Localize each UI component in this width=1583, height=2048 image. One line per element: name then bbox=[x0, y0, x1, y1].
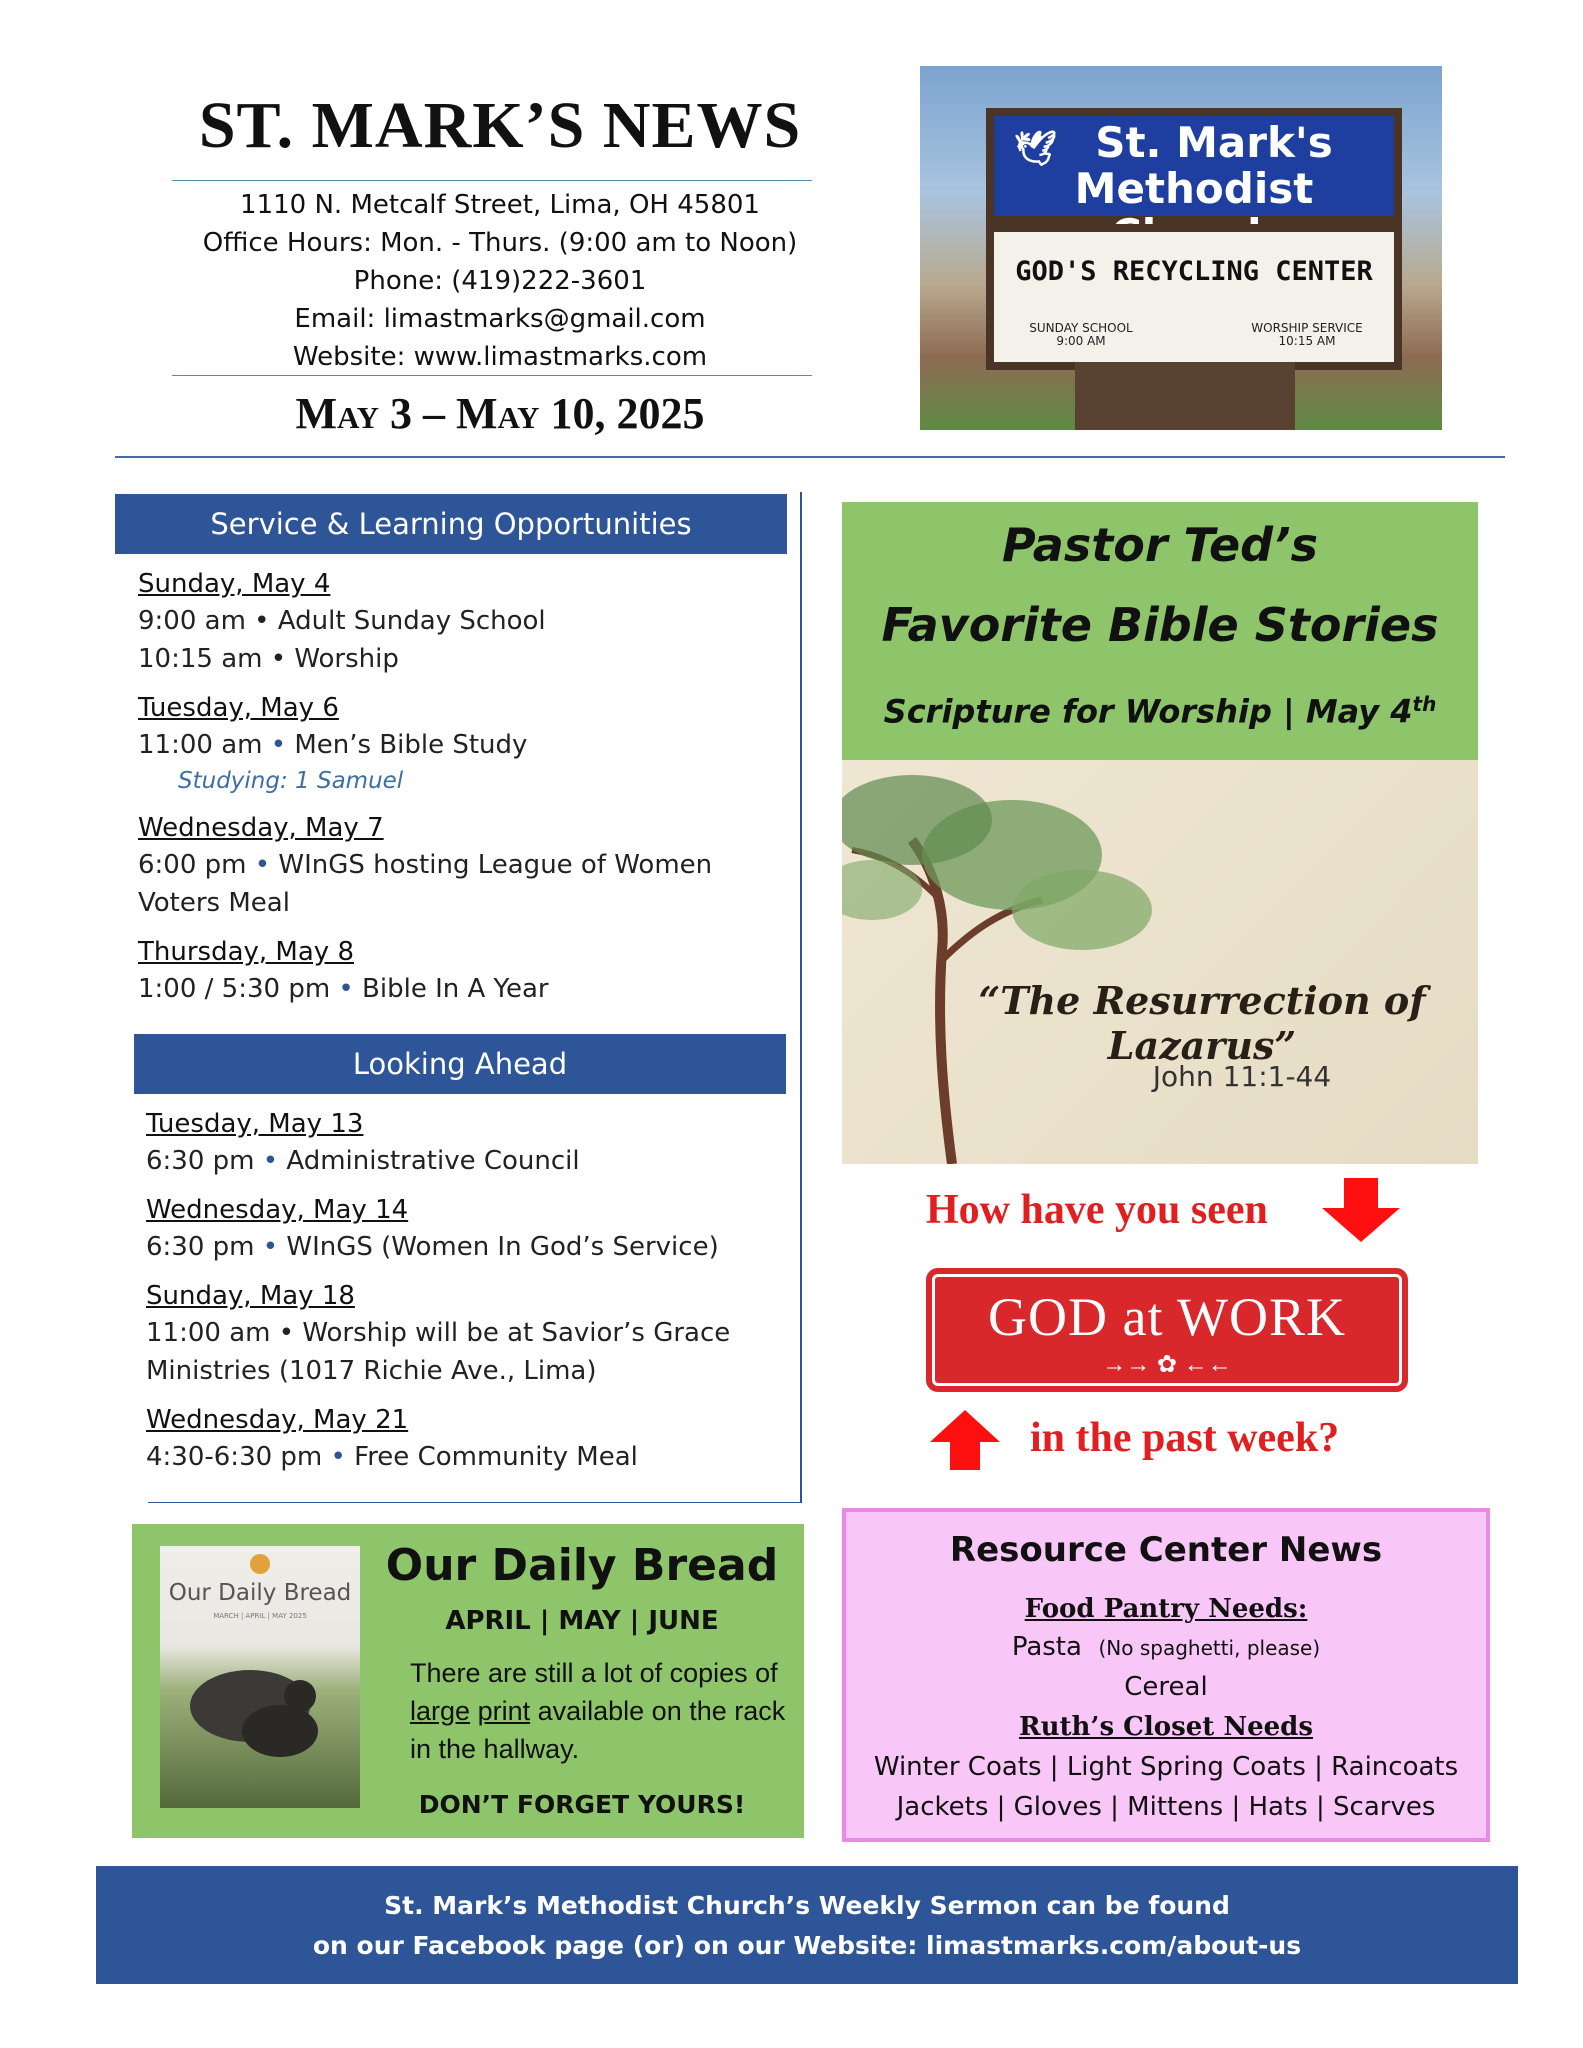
sign-name-panel bbox=[986, 108, 1402, 224]
event-time: 11:00 am bbox=[146, 1318, 271, 1348]
lazarus-illustration bbox=[842, 760, 1478, 1164]
event-time: 6:30 pm bbox=[146, 1232, 255, 1262]
sign-message: GOD'S RECYCLING CENTER bbox=[1015, 256, 1373, 287]
event-item: 9:00 am • Adult Sunday School bbox=[138, 606, 546, 636]
badge-text: GOD at WORK bbox=[988, 1287, 1346, 1347]
newsletter-title: ST. MARK’S NEWS bbox=[198, 89, 802, 162]
closet-line: Jackets | Gloves | Mittens | Hats | Scarves bbox=[896, 1792, 1436, 1822]
phone: Phone: (419)222-3601 bbox=[353, 266, 647, 296]
bullet-icon: • bbox=[254, 850, 271, 880]
address: 1110 N. Metcalf Street, Lima, OH 45801 bbox=[240, 190, 760, 220]
event-time: 6:00 pm bbox=[138, 850, 247, 880]
resource-center-panel bbox=[842, 1508, 1490, 1842]
day-heading: Wednesday, May 7 bbox=[138, 813, 384, 843]
header-divider bbox=[115, 456, 1505, 458]
event-item: 11:00 am • Worship will be at Savior’s Grace bbox=[146, 1318, 731, 1348]
ruths-closet-heading: Ruth’s Closet Needs bbox=[1019, 1712, 1313, 1742]
day-heading: Tuesday, May 13 bbox=[146, 1109, 364, 1139]
daily-bread-heading: Our Daily Bread bbox=[385, 1540, 779, 1591]
tree-icon bbox=[842, 760, 1478, 1164]
footer-line1: St. Mark’s Methodist Church’s Weekly Sermon can be found bbox=[384, 1891, 1230, 1920]
office-hours: Office Hours: Mon. - Thurs. (9:00 am to Noon) bbox=[202, 228, 798, 258]
sheep-icon bbox=[160, 1546, 360, 1808]
event-name: Men’s Bible Study bbox=[294, 730, 528, 760]
day-heading: Sunday, May 4 bbox=[138, 569, 331, 599]
scripture-text: Scripture for Worship | May 4 bbox=[883, 692, 1413, 731]
food-item bbox=[846, 1632, 1486, 1662]
sign-message-board bbox=[986, 224, 1402, 370]
arrow-up-icon bbox=[928, 1410, 1002, 1472]
event-continuation: Voters Meal bbox=[138, 888, 290, 918]
event-item bbox=[138, 726, 788, 764]
food-item-name: Pasta bbox=[1011, 1632, 1082, 1662]
column-bottom-rule bbox=[148, 1502, 802, 1503]
church-sign-photo bbox=[920, 66, 1442, 430]
closet-line: Winter Coats | Light Spring Coats | Raincoats bbox=[873, 1752, 1459, 1782]
event-name: WInGS (Women In God’s Service) bbox=[286, 1232, 719, 1262]
sign-base bbox=[1075, 362, 1295, 430]
story-reference: John 11:1-44 bbox=[1152, 1060, 1332, 1093]
day-heading: Wednesday, May 14 bbox=[146, 1195, 409, 1225]
event-time: 10:15 am bbox=[138, 644, 271, 674]
body-line3: in the hallway. bbox=[410, 1734, 580, 1764]
flourish-icon: →→ ✿ ←← bbox=[1102, 1351, 1232, 1378]
email[interactable]: Email: limastmarks@gmail.com bbox=[294, 304, 706, 334]
pastor-line1: Pastor Ted’s bbox=[1002, 518, 1318, 572]
event-time: 1:00 / 5:30 pm bbox=[138, 974, 331, 1004]
contact-block bbox=[170, 186, 830, 376]
event-name: Worship will be at Savior’s Grace bbox=[302, 1318, 731, 1348]
body-line2 bbox=[410, 1692, 790, 1730]
body-large: large bbox=[410, 1696, 471, 1726]
service-list bbox=[138, 566, 788, 1008]
body-print: print bbox=[477, 1696, 531, 1726]
footer-line2[interactable]: on our Facebook page (or) on our Website: limastmarks.com/about-us bbox=[312, 1931, 1302, 1960]
cover-title: Our Daily Bread bbox=[168, 1580, 352, 1606]
event-item bbox=[146, 1438, 796, 1476]
sign-left-label: SUNDAY SCHOOL bbox=[1029, 321, 1133, 335]
food-pantry-heading: Food Pantry Needs: bbox=[1024, 1594, 1308, 1624]
event-item bbox=[138, 970, 788, 1008]
scripture-sup: th bbox=[1412, 692, 1437, 716]
resource-heading: Resource Center News bbox=[949, 1530, 1383, 1570]
body-mid: available on the rack bbox=[530, 1696, 786, 1726]
sign-worship-service bbox=[1232, 322, 1382, 348]
bullet-icon: • bbox=[270, 730, 287, 760]
food-item: Cereal bbox=[1124, 1672, 1208, 1702]
day-heading: Tuesday, May 6 bbox=[138, 693, 339, 723]
event-time: 6:30 pm bbox=[146, 1146, 255, 1176]
event-item: 10:15 am • Worship bbox=[138, 644, 399, 674]
looking-ahead-heading: Looking Ahead bbox=[134, 1034, 786, 1094]
sign-left-time: 9:00 AM bbox=[1056, 334, 1106, 348]
pastor-ted-banner bbox=[842, 502, 1478, 760]
story-title: “The Resurrection of Lazarus” bbox=[978, 978, 1426, 1068]
bullet-icon: • bbox=[262, 1232, 279, 1262]
scripture-line bbox=[842, 692, 1478, 731]
god-at-work-badge bbox=[926, 1268, 1408, 1392]
event-time: 4:30-6:30 pm bbox=[146, 1442, 323, 1472]
header-rule-top bbox=[172, 180, 812, 181]
daily-bread-body bbox=[410, 1654, 790, 1768]
daily-bread-cta: DON’T FORGET YOURS! bbox=[418, 1790, 746, 1819]
bullet-icon: • bbox=[262, 1146, 279, 1176]
event-time: 11:00 am bbox=[138, 730, 263, 760]
daily-bread-months: APRIL | MAY | JUNE bbox=[445, 1606, 719, 1636]
sermon-footer bbox=[96, 1866, 1518, 1984]
event-note: Studying: 1 Samuel bbox=[178, 768, 404, 794]
service-heading: Service & Learning Opportunities bbox=[115, 494, 787, 554]
website[interactable]: Website: www.limastmarks.com bbox=[292, 342, 708, 372]
event-name: Free Community Meal bbox=[354, 1442, 638, 1472]
sign-sunday-school bbox=[1006, 322, 1156, 348]
cover-months: MARCH | APRIL | MAY 2025 bbox=[213, 1612, 307, 1620]
pastor-line2: Favorite Bible Stories bbox=[881, 598, 1439, 652]
date-range: May 3 – May 10, 2025 bbox=[295, 389, 705, 438]
day-heading: Thursday, May 8 bbox=[138, 937, 354, 967]
looking-ahead-list bbox=[146, 1106, 796, 1476]
daily-bread-cover bbox=[160, 1546, 360, 1808]
arrow-down-icon bbox=[1320, 1178, 1402, 1244]
event-name: WInGS hosting League of Women bbox=[278, 850, 713, 880]
daily-bread-panel bbox=[132, 1524, 804, 1838]
day-heading: Wednesday, May 21 bbox=[146, 1405, 409, 1435]
food-item-note: (No spaghetti, please) bbox=[1098, 1636, 1321, 1660]
bullet-icon: • bbox=[338, 974, 354, 1004]
event-time: 9:00 am bbox=[138, 606, 246, 636]
header-rule-bottom bbox=[172, 375, 812, 376]
body-line1: There are still a lot of copies of bbox=[410, 1658, 778, 1688]
event-name: Worship bbox=[294, 644, 399, 674]
sign-right-label: WORSHIP SERVICE bbox=[1251, 321, 1363, 335]
sign-name-line1: St. Mark's bbox=[1095, 118, 1333, 167]
event-item bbox=[138, 846, 788, 884]
event-name: Bible In A Year bbox=[362, 974, 549, 1004]
event-name: Adult Sunday School bbox=[277, 606, 546, 636]
sign-right-time: 10:15 AM bbox=[1278, 334, 1336, 348]
event-item bbox=[146, 1142, 796, 1180]
sign-name-line2: Methodist bbox=[1074, 164, 1314, 213]
column-divider bbox=[800, 492, 802, 1502]
day-heading: Sunday, May 18 bbox=[146, 1281, 355, 1311]
bullet-icon: • bbox=[330, 1442, 346, 1472]
gaw-question-top: How have you seen bbox=[926, 1187, 1268, 1233]
gaw-question-bottom: in the past week? bbox=[1030, 1415, 1340, 1461]
event-item bbox=[146, 1228, 796, 1266]
dove-icon: 🕊 bbox=[1014, 129, 1058, 169]
event-continuation: Ministries (1017 Richie Ave., Lima) bbox=[146, 1356, 597, 1386]
event-name: Administrative Council bbox=[286, 1146, 580, 1176]
